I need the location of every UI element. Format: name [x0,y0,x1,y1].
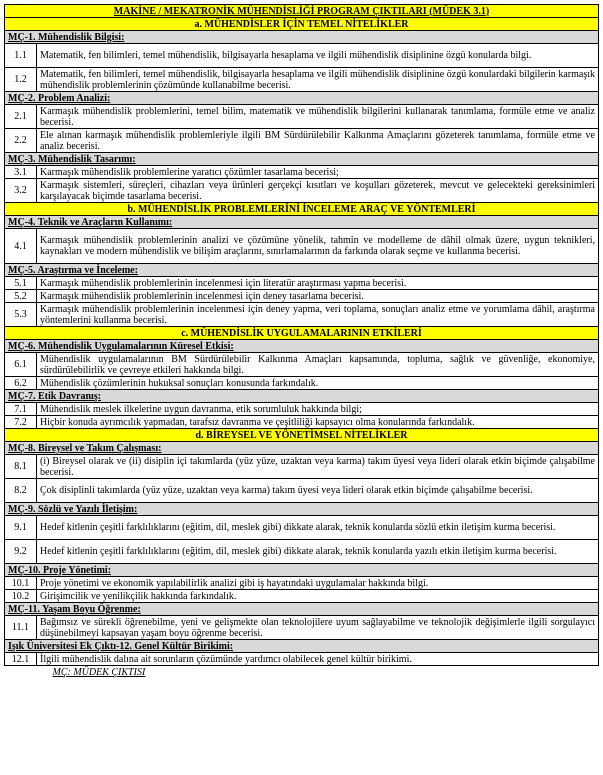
item-description: Karmaşık mühendislik problemlerinin incelenmesi için literatür araştırması yapma becerisi. [37,277,599,290]
outcome-item-row [5,277,599,290]
outcome-item-row [5,416,599,429]
section-heading-row [5,203,599,216]
item-number: 2.2 [5,129,37,153]
item-description: Hedef kitlenin çeşitli farklılıklarını (eğitim, dil, meslek gibi) dikkate alarak, teknik konularda sözlü etkin iletişim kurma becerisi. [37,516,599,540]
item-description: Karmaşık mühendislik problemlerinin analizi ve çözümüne yönelik, tahmin ve modelleme de dâhil olmak üzere, uygun teknikleri, kaynakları ve modern mühendislik ve bilişim araçlarını, sınırlamalarının da farkında olarak seçme ve kullanma becerisi. [37,229,599,264]
outcome-title-row [5,603,599,616]
section-heading-row [5,429,599,442]
outcome-title: MÇ-7. Etik Davranış: [5,390,599,403]
section-heading: d. BİREYSEL VE YÖNETİMSEL NİTELİKLER [5,429,599,442]
outcome-title: MÇ-6. Mühendislik Uygulamalarının Küresel Etkisi: [5,340,599,353]
outcome-item-row [5,129,599,153]
outcome-item-row [5,303,599,327]
item-description: Çok disiplinli takımlarda (yüz yüze, uzaktan veya karma) takım üyesi veya lideri olarak etkin biçimde çalışabilme becerisi. [37,479,599,503]
item-number: 1.1 [5,44,37,68]
item-number: 10.2 [5,590,37,603]
outcome-title: MÇ-9. Sözlü ve Yazılı İletişim: [5,503,599,516]
item-number: 5.2 [5,290,37,303]
item-description: Mühendislik meslek ilkelerine uygun davranma, etik sorumluluk hakkında bilgi; [37,403,599,416]
item-description: Karmaşık mühendislik problemlerinin incelenmesi için deney yapma, veri toplama, sonuçları analiz etme ve yorumlama dâhil, araştırma yöntemlerini kullanma becerisi. [37,303,599,327]
item-number: 1.2 [5,68,37,92]
title-row [5,5,599,18]
outcome-item-row [5,68,599,92]
outcome-item-row [5,105,599,129]
outcome-title: MÇ-4. Teknik ve Araçların Kullanımı: [5,216,599,229]
item-description: Karmaşık mühendislik problemlerine yaratıcı çözümler tasarlama becerisi; [37,166,599,179]
item-description: Hedef kitlenin çeşitli farklılıklarını (eğitim, dil, meslek gibi) dikkate alarak, teknik konularda yazılı etkin iletişim kurma becerisi. [37,540,599,564]
outcome-item-row [5,590,599,603]
outcome-title-row [5,216,599,229]
item-description: Mühendislik uygulamalarının BM Sürdürülebilir Kalkınma Amaçları kapsamında, topluma, sağlık ve güvenliğe, ekonomiye, sürdürülebilirlik ve çevreye etkileri hakkında bilgi. [37,353,599,377]
outcome-item-row [5,403,599,416]
footnote-row [5,666,599,679]
outcome-item-row [5,616,599,640]
outcome-title-row [5,640,599,653]
outcome-title-row [5,503,599,516]
section-heading: a. MÜHENDİSLER İÇİN TEMEL NİTELİKLER [5,18,599,31]
outcome-title-row [5,31,599,44]
outcome-item-row [5,455,599,479]
outcome-item-row [5,377,599,390]
outcome-item-row [5,166,599,179]
outcome-title-row [5,564,599,577]
item-number: 3.1 [5,166,37,179]
item-number: 8.2 [5,479,37,503]
outcome-title-row [5,340,599,353]
outcome-title-row [5,442,599,455]
outcome-item-row [5,540,599,564]
outcome-title-row [5,153,599,166]
item-description: Proje yönetimi ve ekonomik yapılabilirlik analizi gibi iş hayatındaki uygulamalar hakkında bilgi. [37,577,599,590]
outcome-item-row [5,479,599,503]
outcome-title: MÇ-1. Mühendislik Bilgisi: [5,31,599,44]
item-description: Bağımsız ve sürekli öğrenebilme, yeni ve gelişmekte olan teknolojilere uyum sağlayabilme ve teknolojik değişimlerle ilgili sorgulayıcı düşünebilmeyi kapsayan yaşam boyu öğrenme becerisi. [37,616,599,640]
footnote: MÇ: MÜDEK ÇIKTISI [52,666,146,678]
item-number: 8.1 [5,455,37,479]
outcome-title-row [5,92,599,105]
item-number: 2.1 [5,105,37,129]
outcome-item-row [5,653,599,666]
outcome-title: MÇ-5. Araştırma ve İnceleme: [5,264,599,277]
item-description: Karmaşık sistemleri, süreçleri, cihazları veya ürünleri gerçekçi kısıtları ve koşulları gözeterek, mevcut ve gelecekteki gereksinimleri karşılayacak biçimde tasarlama becerisi. [37,179,599,203]
outcome-item-row [5,290,599,303]
item-description: Hiçbir konuda ayrımcılık yapmadan, tarafsız davranma ve çeşitliliği kapsayıcı olma konularında farkındalık. [37,416,599,429]
outcome-item-row [5,179,599,203]
item-description: Matematik, fen bilimleri, temel mühendislik, bilgisayarla hesaplama ve ilgili mühendislik disiplinine özgü konulardaki bilgilerin karmaşık mühendislik problemlerinin çözümünde kullanabilme becerisi. [37,68,599,92]
outcome-item-row [5,516,599,540]
item-number: 5.3 [5,303,37,327]
outcome-title: MÇ-11. Yaşam Boyu Öğrenme: [5,603,599,616]
item-description: (i) Bireysel olarak ve (ii) disiplin içi takımlarda (yüz yüze, uzaktan veya karma) takım üyesi veya lideri olarak etkin biçimde çalışabilme becerisi. [37,455,599,479]
item-number: 7.2 [5,416,37,429]
outcome-item-row [5,353,599,377]
item-number: 9.1 [5,516,37,540]
item-number: 3.2 [5,179,37,203]
item-description: Girişimcilik ve yenilikçilik hakkında farkındalık. [37,590,599,603]
item-number: 6.2 [5,377,37,390]
outcome-item-row [5,229,599,264]
outcome-title-row [5,390,599,403]
section-heading: c. MÜHENDİSLİK UYGULAMALARININ ETKİLERİ [5,327,599,340]
outcome-title: Işık Üniversitesi Ek Çıktı-12. Genel Kültür Birikimi: [5,640,599,653]
document-title: MAKİNE / MEKATRONİK MÜHENDİSLİĞİ PROGRAM ÇIKTILARI (MÜDEK 3.1) [5,5,599,18]
section-heading-row [5,18,599,31]
outcome-title: MÇ-8. Bireysel ve Takım Çalışması: [5,442,599,455]
item-number: 9.2 [5,540,37,564]
outcome-title: MÇ-3. Mühendislik Tasarımı: [5,153,599,166]
item-description: Karmaşık mühendislik problemlerini, temel bilim, matematik ve mühendislik bilgilerini kullanarak tanımlama, formüle etme ve analiz becerisi. [37,105,599,129]
item-number: 6.1 [5,353,37,377]
outcome-item-row [5,577,599,590]
item-number: 7.1 [5,403,37,416]
item-description: Karmaşık mühendislik problemlerinin incelenmesi için deney tasarlama becerisi. [37,290,599,303]
section-heading: b. MÜHENDİSLİK PROBLEMLERİNİ İNCELEME ARAÇ VE YÖNTEMLERİ [5,203,599,216]
outcome-title-row [5,264,599,277]
program-outcomes-table [4,4,599,678]
item-description: İlgili mühendislik dalına ait sorunların çözümünde yardımcı olabilecek genel kültür birikimi. [37,653,599,666]
program-outcomes-document [4,4,599,678]
outcome-title: MÇ-10. Proje Yönetimi: [5,564,599,577]
item-description: Ele alınan karmaşık mühendislik problemleriyle ilgili BM Sürdürülebilir Kalkınma Amaçlarını gözeterek tanımlama, formüle etme ve analiz becerisi. [37,129,599,153]
item-number: 4.1 [5,229,37,264]
outcome-item-row [5,44,599,68]
item-number: 11.1 [5,616,37,640]
item-number: 10.1 [5,577,37,590]
item-description: Mühendislik çözümlerinin hukuksal sonuçları konusunda farkındalık. [37,377,599,390]
outcome-title: MÇ-2. Problem Analizi: [5,92,599,105]
item-number: 5.1 [5,277,37,290]
item-description: Matematik, fen bilimleri, temel mühendislik, bilgisayarla hesaplama ve ilgili mühendislik disiplinine özgü konularda bilgi. [37,44,599,68]
item-number: 12.1 [5,653,37,666]
section-heading-row [5,327,599,340]
